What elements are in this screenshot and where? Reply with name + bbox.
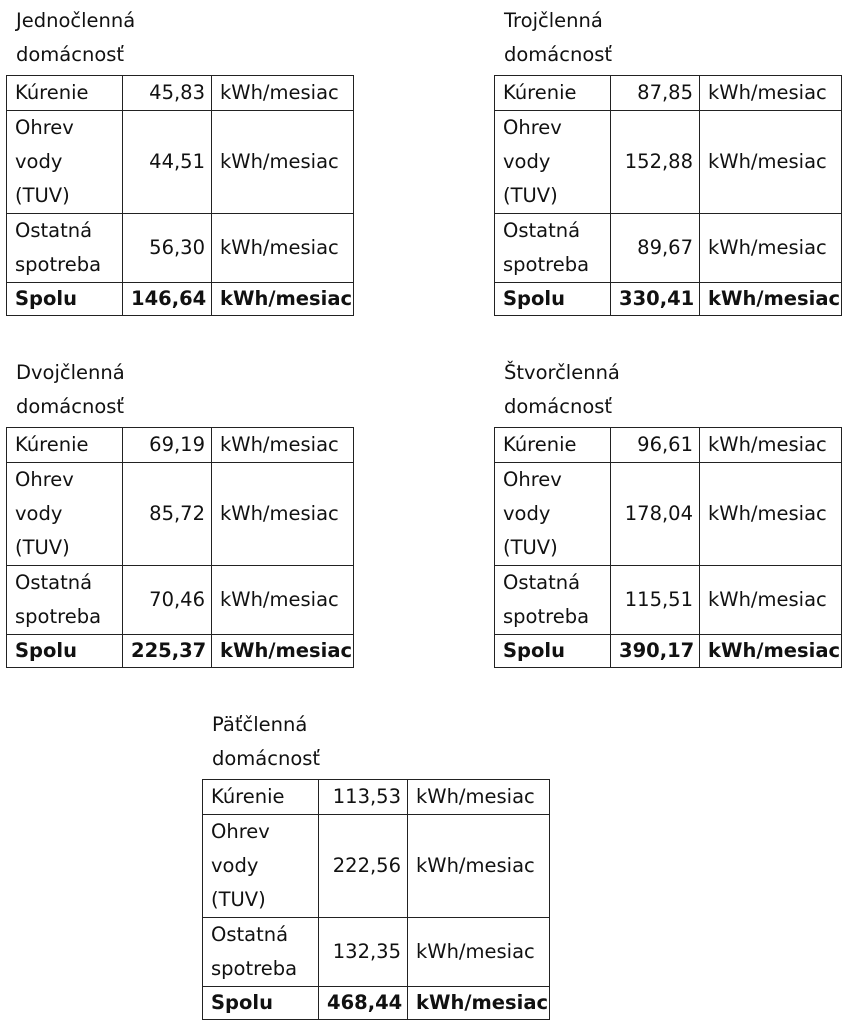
household-caption: Štvorčlenná domácnosť bbox=[504, 361, 620, 418]
row-value: 152,88 bbox=[611, 111, 700, 214]
row-value: 69,19 bbox=[123, 428, 212, 463]
row-label: Ostatná spotreba bbox=[7, 566, 123, 635]
row-unit: kWh/mesiac bbox=[700, 76, 842, 111]
table-row-heating bbox=[495, 428, 842, 463]
row-unit: kWh/mesiac bbox=[212, 635, 354, 668]
row-unit: kWh/mesiac bbox=[212, 463, 354, 566]
row-unit: kWh/mesiac bbox=[212, 214, 354, 283]
household-block-4 bbox=[494, 356, 842, 668]
table-row-heating bbox=[203, 780, 550, 815]
row-value: 45,83 bbox=[123, 76, 212, 111]
household-caption: Trojčlenná domácnosť bbox=[504, 9, 613, 66]
table-row-heating bbox=[495, 76, 842, 111]
household-caption: Jednočlenná domácnosť bbox=[16, 9, 136, 66]
row-value: 70,46 bbox=[123, 566, 212, 635]
row-unit: kWh/mesiac bbox=[408, 780, 550, 815]
row-label: Ostatná spotreba bbox=[495, 566, 611, 635]
table-row-total bbox=[495, 283, 842, 316]
household-caption: Dvojčlenná domácnosť bbox=[16, 361, 125, 418]
row-label: Ostatná spotreba bbox=[495, 214, 611, 283]
table-row-other-consumption bbox=[7, 566, 354, 635]
table-row-water-heating bbox=[7, 463, 354, 566]
row-unit: kWh/mesiac bbox=[212, 283, 354, 316]
table-row-other-consumption bbox=[7, 214, 354, 283]
row-label: Kúrenie bbox=[7, 76, 123, 111]
row-value: 222,56 bbox=[319, 815, 408, 918]
table-row-heating bbox=[7, 76, 354, 111]
consumption-table bbox=[6, 75, 354, 316]
consumption-table bbox=[494, 427, 842, 668]
row-label: Spolu bbox=[495, 635, 611, 668]
row-value: 85,72 bbox=[123, 463, 212, 566]
row-value: 115,51 bbox=[611, 566, 700, 635]
table-row-total bbox=[495, 635, 842, 668]
row-value: 89,67 bbox=[611, 214, 700, 283]
consumption-table bbox=[202, 779, 550, 1020]
row-value: 44,51 bbox=[123, 111, 212, 214]
row-label: Ohrev vody (TUV) bbox=[495, 111, 611, 214]
row-label: Spolu bbox=[495, 283, 611, 316]
row-value: 468,44 bbox=[319, 987, 408, 1020]
table-row-other-consumption bbox=[203, 918, 550, 987]
row-value: 113,53 bbox=[319, 780, 408, 815]
row-value: 132,35 bbox=[319, 918, 408, 987]
household-block-3 bbox=[494, 4, 842, 316]
row-unit: kWh/mesiac bbox=[408, 815, 550, 918]
row-label: Spolu bbox=[7, 283, 123, 316]
row-value: 146,64 bbox=[123, 283, 212, 316]
table-row-total bbox=[7, 635, 354, 668]
row-label: Ohrev vody (TUV) bbox=[7, 111, 123, 214]
row-label: Ostatná spotreba bbox=[7, 214, 123, 283]
row-unit: kWh/mesiac bbox=[212, 566, 354, 635]
row-value: 178,04 bbox=[611, 463, 700, 566]
row-unit: kWh/mesiac bbox=[700, 566, 842, 635]
row-unit: kWh/mesiac bbox=[212, 428, 354, 463]
row-unit: kWh/mesiac bbox=[700, 283, 842, 316]
row-unit: kWh/mesiac bbox=[700, 635, 842, 668]
table-row-other-consumption bbox=[495, 214, 842, 283]
row-label: Spolu bbox=[7, 635, 123, 668]
table-row-total bbox=[7, 283, 354, 316]
table-row-water-heating bbox=[7, 111, 354, 214]
row-label: Kúrenie bbox=[7, 428, 123, 463]
row-unit: kWh/mesiac bbox=[700, 428, 842, 463]
row-value: 96,61 bbox=[611, 428, 700, 463]
household-block-1 bbox=[6, 4, 354, 316]
row-label: Ohrev vody (TUV) bbox=[7, 463, 123, 566]
row-value: 390,17 bbox=[611, 635, 700, 668]
table-row-heating bbox=[7, 428, 354, 463]
household-block-2 bbox=[6, 356, 354, 668]
row-label: Ohrev vody (TUV) bbox=[203, 815, 319, 918]
table-row-other-consumption bbox=[495, 566, 842, 635]
row-unit: kWh/mesiac bbox=[700, 214, 842, 283]
row-unit: kWh/mesiac bbox=[700, 111, 842, 214]
row-value: 330,41 bbox=[611, 283, 700, 316]
row-label: Ohrev vody (TUV) bbox=[495, 463, 611, 566]
row-unit: kWh/mesiac bbox=[212, 76, 354, 111]
household-caption: Päťčlenná domácnosť bbox=[212, 713, 321, 770]
row-label: Kúrenie bbox=[203, 780, 319, 815]
household-block-5 bbox=[202, 708, 550, 1020]
row-label: Spolu bbox=[203, 987, 319, 1020]
row-unit: kWh/mesiac bbox=[700, 463, 842, 566]
row-unit: kWh/mesiac bbox=[408, 987, 550, 1020]
table-row-water-heating bbox=[203, 815, 550, 918]
row-label: Ostatná spotreba bbox=[203, 918, 319, 987]
row-unit: kWh/mesiac bbox=[212, 111, 354, 214]
row-label: Kúrenie bbox=[495, 76, 611, 111]
table-row-total bbox=[203, 987, 550, 1020]
table-row-water-heating bbox=[495, 463, 842, 566]
row-value: 87,85 bbox=[611, 76, 700, 111]
table-row-water-heating bbox=[495, 111, 842, 214]
consumption-table bbox=[494, 75, 842, 316]
consumption-table bbox=[6, 427, 354, 668]
row-value: 225,37 bbox=[123, 635, 212, 668]
row-unit: kWh/mesiac bbox=[408, 918, 550, 987]
row-value: 56,30 bbox=[123, 214, 212, 283]
row-label: Kúrenie bbox=[495, 428, 611, 463]
